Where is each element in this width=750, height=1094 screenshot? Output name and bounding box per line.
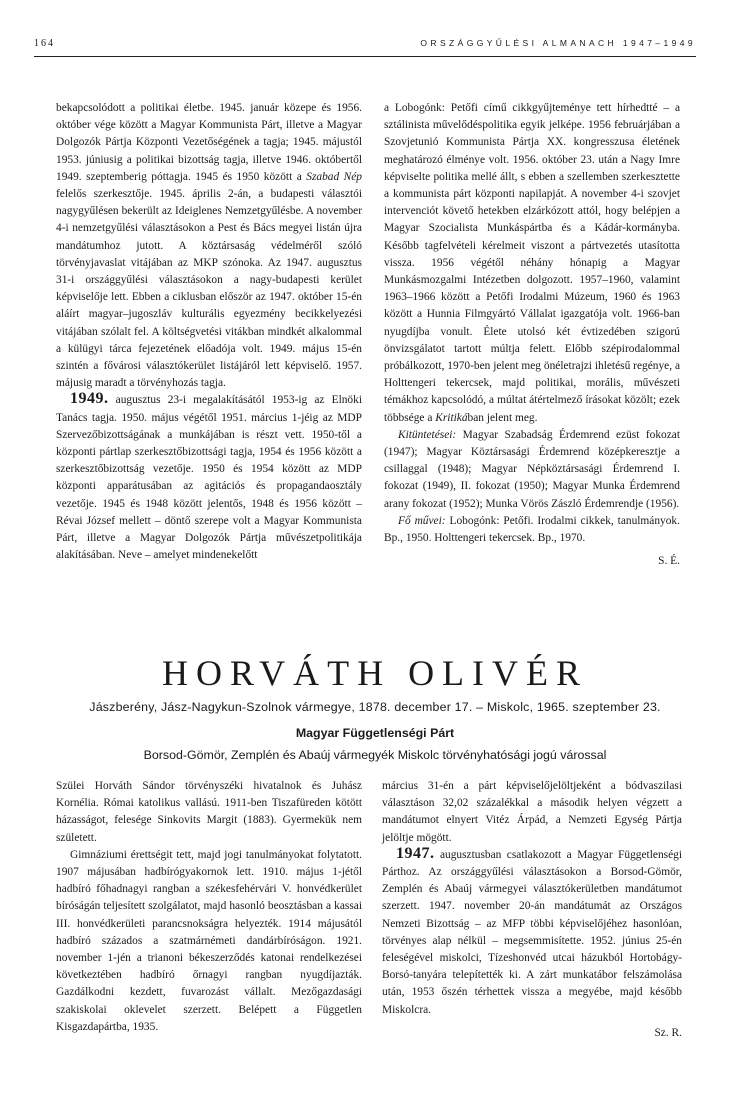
running-title: ORSZÁGGYŰLÉSI ALMANACH 1947–1949	[420, 38, 696, 48]
paragraph: 1949. augusztus 23-i megalakításától 1953-ig az Elnöki Tanács tagja. 1950. május végétől 1951. március 1-jéig az MDP Szervezőbizottságának a munkájában is részt vett. 1950-től a központi pártlap szerkesztőbizottsági tagja, 1954 és 1956 között a szerkesztőbizottság vezetője. 1950 és 1954 között az MDP központi apparátusában az agitációs és propagandaosztály vezetője. 1945 és 1948 között jelentős, 1948 és 1956 között – Révai József mellett – döntő szerepe volt a Magyar Kommunista Párt, illetve a Magyar Dolgozók Pártja művészetpolitikája alakításában. Neve – amelyet mindenekelőtt	[56, 390, 362, 562]
author-signature: S. É.	[658, 555, 680, 568]
paragraph: Szülei Horváth Sándor törvényszéki hivatalnok és Juhász Kornélia. Római katolikus vallású. 1911-ben Tiszafüreden kötött házasságot, felesége Sinkovits Margit (1883). Gyermekük nem született.	[56, 780, 362, 844]
entry-birth-death: Jászberény, Jász-Nagykun-Szolnok vármegye, 1878. december 17. – Miskolc, 1965. szeptember 23.	[89, 700, 661, 714]
journal-title: Kritiká	[435, 411, 468, 424]
entry-column-right	[382, 778, 682, 1042]
works-label: Fő művei:	[398, 514, 446, 527]
entry-name: HORVÁTH OLIVÉR	[161, 653, 589, 693]
awards-label: Kitüntetései:	[398, 428, 457, 441]
newspaper-title: Szabad Nép	[306, 170, 362, 183]
author-signature: Sz. R.	[654, 1026, 682, 1039]
paragraph: a Lobogónk: Petőfi című cikkgyűjteménye tett hírhedtté – a sztálinista művelődéspolitika egyik jelképe. 1956 februárjában a Szovjetunió Kommunista Pártja XX. kongresszusa életének meghatározó élménye volt. 1956. október 23. után a Nagy Imre képviselte politika mellé állt, s ebben a szellemben szerkesztette a kommunista párt központi napilapját. A november 4-i szovjet intervenciót követő hetekben elzárkózott attól, hogy belépjen a Magyar Szocialista Munkáspártba és a Kádár-kormányba. Később tagfelvételi kérelmeit viszont a pártvezetés utasította vissza. 1956 végétől néhány hónapig a Magyar Munkásmozgalmi Intézetben dolgozott. 1957–1960, valamint 1963–1966 között a Petőfi Irodalmi Múzeum, 1960 és 1963 között a Hunnia Filmgyártó Vállalat igazgatója volt. 1966-ban nyugdíjba vonult. Élete utolsó két évtizedében szigorú önvizsgálatot tartott múltja felett. Előbb szépirodalommal próbálkozott, 1970-ben jelent meg önéletrajzi ihletésű regénye, a Holttengeri tekercsek, majd politikai, morális, művészeti témákhoz kapcsolódó, a múltat átértelmező írásokat közölt; ezek többsége a Kritikában jelent meg.	[384, 102, 680, 424]
paragraph: bekapcsolódott a politikai életbe. 1945. január közepe és 1956. október vége között a Magyar Kommunista Párt, illetve a Magyar Dolgozók Pártja Központi Vezetőségének a tagja; 1945. májustól 1953. júniusig a politikai bizottság tagja, illetve 1946. októbertől 1949. szeptemberig póttagja. 1945 és 1950 között a Szabad Nép felelős szerkesztője. 1945. április 2-án, a budapesti választói nagygyűlésen bekerült az Ideiglenes Nemzetgyűlésbe. A november 4-i nemzetgyűlési választásokon a Pest és Bács megyei listán újra mandátumhoz jutott. A köztársaság védelméről szóló törvényjavaslat vitájában az MKP szónoka. Az 1947. augusztus 31-i országgyűlési választásokon a nagy-budapesti kerület képviselője lett. Ebben a ciklusban először az 1947. október 15-én aláírt magyar–jugoszláv kulturális egyezmény becikkelyezési vitájában szólalt fel. A költségvetési vitákban mindkét alkalommal a külügyi tárca fejezetének előadója volt. 1949. május 15-én szintén a fővárosi választókerület listájáról lett képviselő. 1957. májusig maradt a törvényhozás tagja.	[56, 102, 362, 390]
running-header	[34, 36, 696, 57]
awards-paragraph: Kitüntetései: Magyar Szabadság Érdemrend ezüst fokozat (1947); Magyar Köztársasági Érdemrend középkeresztje a csillaggal (1948); Magyar Népköztársasági Érdemrend I. fokozat (1949), II. fokozat (1950); Magyar Munka Érdemrend arany fokozat (1952); Munka Vörös Zászló Érdemrendje (1956).	[384, 428, 680, 510]
entry-district: Borsod-Gömör, Zemplén és Abaúj vármegyék Miskolc törvényhatósági jogú várossal	[143, 748, 607, 762]
prev-entry-column-right	[384, 100, 680, 570]
year-marker: 1947.	[396, 844, 435, 862]
page-number: 164	[34, 38, 55, 49]
year-marker: 1949.	[70, 390, 109, 408]
entry-column-left	[56, 778, 362, 1036]
paragraph: március 31-én a párt képviselőjelöltjeként a bódvaszilasi választáson 32,02 százalékkal a második helyen végzett a mandátumot elnyert Vitéz Árpád, a Nemzeti Egység Pártja jelöltje mögött.	[382, 780, 682, 844]
entry-party: Magyar Függetlenségi Párt	[295, 726, 455, 740]
paragraph: 1947. augusztusban csatlakozott a Magyar Függetlenségi Párthoz. Az országgyűlési választásokon a Borsod-Gömör, Zemplén és Abaúj vármegyei választókerületben mandátumot szerzett. 1947. november 20-án mandátumát az Országos Nemzeti Bizottság – az MFP többi képviselőjéhez hasonlóan, törvényes alap nélkül – megsemmisítette. 1952. június 25-én feleségével miskolci, Tízeshonvéd utcai házukból Hortobágy-Borsó-tanyára telepítették ki. A zárt munkatábor felszámolása után, 1953 őszén térhettek vissza a megyébe, majd később Miskolcra.	[382, 844, 682, 1016]
prev-entry-column-left	[56, 100, 362, 564]
works-paragraph: Fő művei: Lobogónk: Petőfi. Irodalmi cikkek, tanulmányok. Bp., 1950. Holttengeri tekercsek. Bp., 1970.	[384, 514, 680, 545]
paragraph: Gimnáziumi érettségit tett, majd jogi tanulmányokat folytatott. 1907 májusában hadbírógyakornok lett. 1910. május 1-jétől hadbíró főhadnagyi rangban a székesfehérvári V. honvédkerület bíróságán teljesített szolgálatot, majd hasonló beosztásban a kassai III. honvédkerületi parancsnokságra helyezték. 1914 májusától hadbíró százados a szatmárnémeti dandárbíróságon. 1921. november 1-jén a trianoni békeszerződés katonai rendelkezései következtében hadbíró őrnagyi rangban nyugdíjazták. Gazdálkodni kezdett, fuvarozást vállalt. Mezőgazdasági szakiskolai oklevelet szerzett. Belépett a Független Kisgazdapártba, 1935.	[56, 848, 362, 1033]
